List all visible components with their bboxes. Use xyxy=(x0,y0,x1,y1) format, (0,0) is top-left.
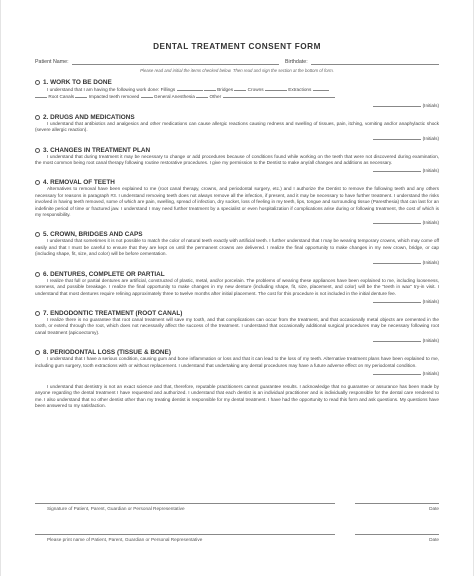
closing-statement: I understand that dentistry is not an exact science and that, therefore, reputable practitioners cannot guarantee results. I acknowledge that no guarantee or assurance has been made by anyone regarding the dental treatment I have requested and authorized. I understand that each dentist is an individual practitioner and is individually responsible for the dental care rendered to me. I also understand that no other dentist other than my treating dentist is responsible for my dental treatment. I have had the opportunity to read this form and ask questions. My questions have been answered to my satisfaction. xyxy=(35,383,439,409)
print-date-line[interactable] xyxy=(355,528,439,535)
section-changes-treatment-plan xyxy=(35,147,439,174)
form-title: DENTAL TREATMENT CONSENT FORM xyxy=(153,42,321,51)
section-periodontal-loss xyxy=(35,349,439,376)
print-name-block xyxy=(35,528,439,542)
patient-info-row xyxy=(35,58,439,65)
patient-name-label: Patient Name: xyxy=(35,59,69,65)
initials-field[interactable]: (Initials) xyxy=(35,167,439,173)
work-options-line: I understand that I am having the following work done: Fillings Bridges Crowns Extractions xyxy=(35,86,439,93)
signature-label: Signature of Patient, Parent, Guardian or Personal Representative xyxy=(47,506,185,511)
section-heading: 8. PERIODONTAL LOSS (TISSUE & BONE) xyxy=(43,349,171,357)
birthdate-line[interactable] xyxy=(311,58,439,65)
section-heading: 2. DRUGS AND MEDICATIONS xyxy=(43,113,135,121)
section-dentures xyxy=(35,271,439,304)
signature-line[interactable] xyxy=(35,497,335,504)
section-crown-bridges-caps xyxy=(35,231,439,264)
section-text: I realize that full or partial dentures are artificial, constructed of plastic, metal, and/or porcelain. The problems of wearing these appliances have been explained to me, including looseness, soreness, and possible breakage. I realize the final opportunity to make changes in my new denture (including shape, fit, size, placement, and color) will be the "teeth in wax" try-in visit. I understand that most dentures require relining approximately three to twelve months after initial placement. The cost for this procedure is not included in the initial denture fee. xyxy=(35,277,439,296)
section-drugs-medications xyxy=(35,114,439,141)
section-heading: 6. DENTURES, COMPLETE OR PARTIAL xyxy=(43,270,165,278)
signature-block xyxy=(35,497,439,511)
checkbox-circle[interactable] xyxy=(35,180,40,185)
initials-field[interactable]: (Initials) xyxy=(35,102,439,108)
section-heading: 3. CHANGES IN TREATMENT PLAN xyxy=(43,146,151,154)
section-text: I understand that antibiotics and analgesics and other medications can cause allergic reactions causing redness and swelling of tissues, pain, itching, vomiting and/or anaphylactic shock (severe allergic reaction). xyxy=(35,120,439,133)
checkbox-circle[interactable] xyxy=(35,232,40,237)
birthdate-field[interactable] xyxy=(285,58,439,65)
section-text: I understand that sometimes it is not possible to match the color of natural teeth exactly with artificial teeth. I further understand that I may be wearing temporary crowns, which may come off easily and that I must be careful to ensure that they are kept on until the permanent crowns are delivered. I realize the final opportunity to make changes in my new crown, bridge, or cap (including shape, fit, size, and color) will be before cementation. xyxy=(35,238,439,257)
section-text: I understand that during treatment it may be necessary to change or add procedures because of conditions found while working on the teeth that were not discovered during examination, the most common being root canal therapy following routine restorative procedures. I give my permission to the Dentist to make any/all changes and additions as necessary. xyxy=(35,153,439,166)
birthdate-label: Birthdate: xyxy=(285,59,308,65)
work-options-line-2: Root Canals Impacted teeth removed General Anesthesia Other xyxy=(35,93,439,100)
checkbox-circle[interactable] xyxy=(35,115,40,120)
section-endodontic-treatment xyxy=(35,310,439,343)
section-heading: 4. REMOVAL OF TEETH xyxy=(43,179,115,187)
initials-field[interactable]: (Initials) xyxy=(35,337,439,343)
initials-field[interactable]: (Initials) xyxy=(35,298,439,304)
section-text: I understand that I have a serious condition, causing gum and bone inflammation or loss and that it can lead to the loss of my teeth. Alternative treatment plans have been explained to me, including gum surgery, tooth extractions with or without replacement. I understand that undertaking any dental procedures may have a future adverse effect on my periodontal condition. xyxy=(35,356,439,368)
section-heading: 1. WORK TO BE DONE xyxy=(43,79,112,86)
initials-field[interactable]: (Initials) xyxy=(35,259,439,265)
print-name-label: Please print name of Patient, Parent, Guardian or Personal Representative xyxy=(47,537,203,542)
instructions: Please read and initial the items checked below. Then read and sign the section at the bottom of form. xyxy=(140,68,334,73)
checkbox-circle[interactable] xyxy=(35,80,40,85)
initials-field[interactable]: (Initials) xyxy=(35,219,439,225)
patient-name-field[interactable] xyxy=(35,58,285,65)
signature-date-line[interactable] xyxy=(355,497,439,504)
initials-field[interactable]: (Initials) xyxy=(35,370,439,376)
section-work-to-be-done xyxy=(35,79,439,108)
section-removal-of-teeth xyxy=(35,179,439,225)
initials-field[interactable]: (Initials) xyxy=(35,135,439,141)
section-heading: 7. ENDODONTIC TREATMENT (ROOT CANAL) xyxy=(43,309,183,317)
print-name-line[interactable] xyxy=(35,528,335,535)
section-heading: 5. CROWN, BRIDGES AND CAPS xyxy=(43,231,143,239)
date-label: Date xyxy=(429,537,439,542)
date-label: Date xyxy=(429,506,439,511)
checkbox-circle[interactable] xyxy=(35,148,40,153)
section-text: Alternatives to removal have been explained to me (root canal therapy, crowns, and periodontal surgery, etc.) and I authorize the Dentist to remove the following teeth and any others necessary for reasons in paragraph #3. I understand removing teeth does not always remove all the infection, if present, and it may be necessary to have further treatment. I understand the risks involved in having teeth removed, some of which are pain, swelling, spread of infection, dry socket, loss of feeling in my teeth, lips, tongue and surrounding tissue (Paresthesia) that can last for an indefinite period of time or fractured jaw. I understand I may need further treatment by a specialist or even hospitalization if complications arise during or following treatment, the cost of which is my responsibility. xyxy=(35,186,439,218)
checkbox-circle[interactable] xyxy=(35,272,40,277)
checkbox-circle[interactable] xyxy=(35,311,40,316)
section-text: I realize there is no guarantee that root canal treatment will save my tooth, and that complications can occur from the treatment, and that occasionally metal objects are cemented in the tooth, or extend through the root, which does not necessarily affect the success of the treatment. I understand that occasionally additional surgical procedures may be necessary following root canal treatment (apicoectomy). xyxy=(35,316,439,335)
checkbox-circle[interactable] xyxy=(35,350,40,355)
patient-name-line[interactable] xyxy=(72,58,279,65)
